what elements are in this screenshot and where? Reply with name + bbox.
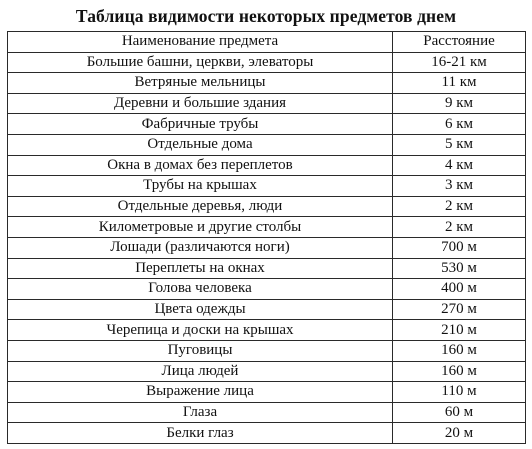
table-title: Таблица видимости некоторых предметов днем [75,6,457,26]
table-row [8,155,526,176]
object-name-cell: Окна в домах без переплетов [8,155,393,176]
header-object-name: Наименование предмета [8,32,393,53]
table-row [8,114,526,135]
distance-cell: 9 км [393,93,526,114]
distance-cell: 400 м [393,279,526,300]
table-row [8,382,526,403]
table-row [8,299,526,320]
object-name-cell: Отдельные дома [8,134,393,155]
object-name-cell: Белки глаз [8,423,393,444]
distance-cell: 5 км [393,134,526,155]
table-row [8,423,526,444]
table-row [8,73,526,94]
object-name-cell: Выражение лица [8,382,393,403]
distance-cell: 20 м [393,423,526,444]
header-distance: Расстояние [393,32,526,53]
distance-cell: 2 км [393,196,526,217]
table-row [8,340,526,361]
distance-cell: 6 км [393,114,526,135]
object-name-cell: Голова человека [8,279,393,300]
distance-cell: 530 м [393,258,526,279]
object-name-cell: Черепица и доски на крышах [8,320,393,341]
distance-cell: 16-21 км [393,52,526,73]
table-row [8,196,526,217]
distance-cell: 11 км [393,73,526,94]
table-row [8,217,526,238]
table-row [8,176,526,197]
object-name-cell: Трубы на крышах [8,176,393,197]
distance-cell: 2 км [393,217,526,238]
object-name-cell: Ветряные мельницы [8,73,393,94]
object-name-cell: Отдельные деревья, люди [8,196,393,217]
distance-cell: 210 м [393,320,526,341]
object-name-cell: Большие башни, церкви, элеваторы [8,52,393,73]
object-name-cell: Пуговицы [8,340,393,361]
table-row [8,361,526,382]
table-row [8,93,526,114]
table-row [8,258,526,279]
distance-cell: 270 м [393,299,526,320]
table-row [8,402,526,423]
distance-cell: 60 м [393,402,526,423]
distance-cell: 160 м [393,361,526,382]
visibility-table [7,31,526,444]
object-name-cell: Фабричные трубы [8,114,393,135]
object-name-cell: Глаза [8,402,393,423]
table-row [8,279,526,300]
table-row [8,134,526,155]
distance-cell: 4 км [393,155,526,176]
table-row [8,237,526,258]
distance-cell: 3 км [393,176,526,197]
object-name-cell: Цвета одежды [8,299,393,320]
distance-cell: 700 м [393,237,526,258]
object-name-cell: Переплеты на окнах [8,258,393,279]
distance-cell: 110 м [393,382,526,403]
object-name-cell: Лошади (различаются ноги) [8,237,393,258]
object-name-cell: Деревни и большие здания [8,93,393,114]
table-header-row [8,32,526,53]
object-name-cell: Километровые и другие столбы [8,217,393,238]
table-row [8,52,526,73]
table-row [8,320,526,341]
object-name-cell: Лица людей [8,361,393,382]
distance-cell: 160 м [393,340,526,361]
